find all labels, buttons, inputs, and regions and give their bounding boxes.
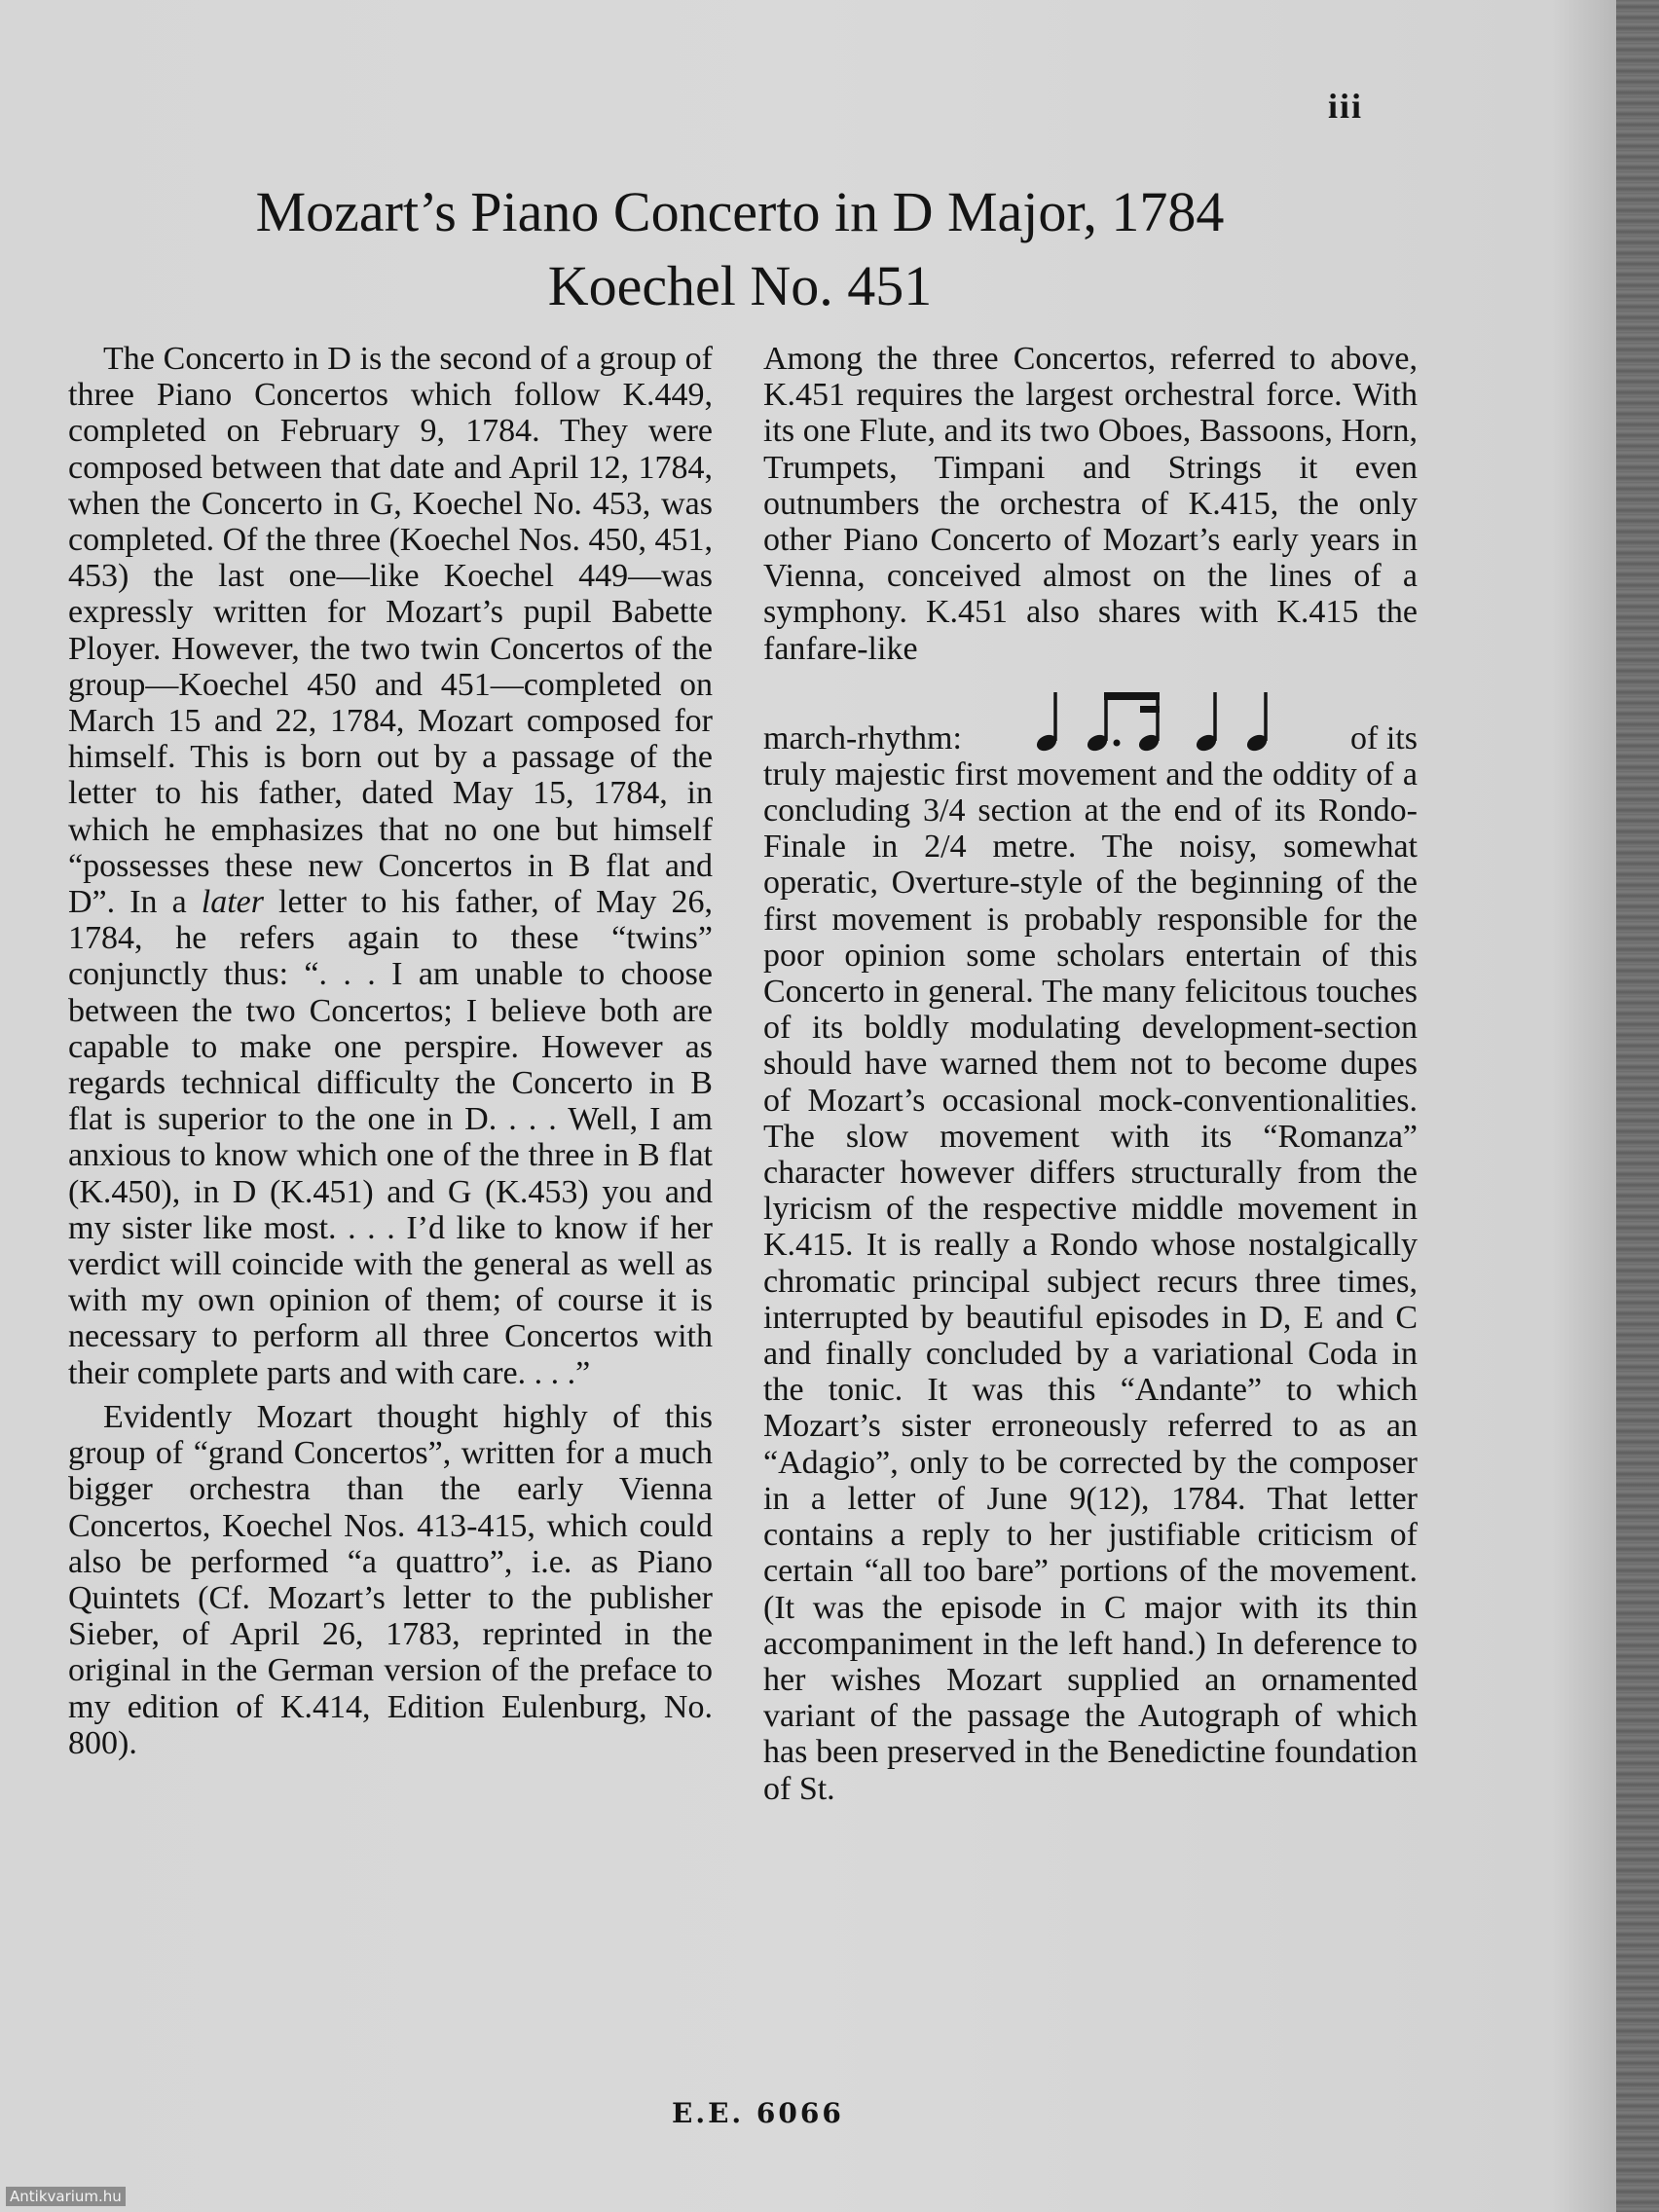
left-column (68, 341, 713, 1769)
catalog-number: E.E. 6066 (672, 2097, 844, 2129)
page-number: iii (1328, 87, 1364, 126)
title-line-1: Mozart’s Piano Concerto in D Major, 1784 (255, 180, 1225, 243)
left-paragraph-1-italic: later (201, 884, 264, 921)
page-edge (1616, 0, 1659, 2212)
rhythm-line (763, 675, 1418, 756)
page-title (107, 175, 1373, 323)
title-line-2: Koechel No. 451 (547, 254, 933, 317)
right-column (763, 341, 1418, 1815)
right-paragraph-2: truly majestic first movement and the oddity of a concluding 3/4 section at the end of its Rondo-Finale in 2/4 metre. The noisy, somewhat operatic, Overture-style of the beginning of the first movement is probably responsible for the poor opinion some scholars entertain of this Concerto in general. The many felicitous touches of its boldly modulating development-section should have warned them not to become dupes of Mozart’s occasional mock-conventionalities. The slow movement with its “Romanza” character however differs structurally from the lyricism of the respective middle movement in K.415. It is really a Rondo whose nostalgically chromatic principal subject recurs three times, interrupted by beautiful episodes in D, E and C and finally concluded by a variational Coda in the tonic. It was this “Andante” to which Mozart’s sister erroneously referred to as an “Adagio”, only to be corrected by the composer in a letter of June 9(12), 1784. That letter contains a reply to her justifiable criticism of certain “all too bare” portions of the movement. (It was the episode in C major with its thin accompaniment in the left hand.) In deference to her wishes Mozart supplied an ornamented variant of the passage the Autograph of which has been preserved in the Benedictine foundation of St. (763, 756, 1418, 1807)
left-paragraph-1-part-b: letter to his father, of May 26, 1784, he refers again to these “twins” conjunctly thus: “. . . I am unable to choose between the two Concertos; I believe both are capable to make one perspire. However as regards technical difficulty the Concerto in B flat is superior to the one in D. . . . Well, I am anxious to know which one of the three in B flat (K.450), in D (K.451) and G (K.453) you and my sister like most. . . . I’d like to know if her verdict will coincide with the general as well as with my own opinion of them; of course it is necessary to perform all three Concertos with their complete parts and with care. . . .” (68, 884, 713, 1391)
quarter-note-icon (1245, 688, 1271, 753)
left-paragraph-1-part-a: The Concerto in D is the second of a group of three Piano Concertos which follow K.449, completed on February 9, 1784. They were composed between that date and April 12, 1784, when the Concerto in G, Koechel No. 453, was completed. Of the three (Koechel Nos. 450, 451, 453) the last one—like Koechel 449—was expressly written for Mozart’s pupil Babette Ployer. However, the two twin Concertos of the group—Koechel 450 and 451—completed on March 15 and 22, 1784, Mozart composed for himself. This is born out by a passage of the letter to his father, dated May 15, 1784, in which he emphasizes that no one but himself “possesses these new Concertos in B flat and D”. In a (68, 341, 713, 921)
rhythm-notation (1035, 688, 1271, 753)
watermark: Antikvarium.hu (6, 2187, 126, 2206)
quarter-note-icon (1195, 688, 1220, 753)
right-paragraph-1: Among the three Concertos, referred to above, K.451 requires the largest orchestral force. With its one Flute, and its two Oboes, Bassoons, Horn, Trumpets, Timpani and Strings it even outnumbers the orchestra of K.415, the only other Piano Concerto of Mozart’s early years in Vienna, conceived almost on the lines of a symphony. K.451 also shares with K.415 the fanfare-like (763, 341, 1418, 667)
rhythm-label: march-rhythm: (763, 719, 962, 756)
left-paragraph-1 (68, 341, 713, 1391)
rhythm-after-text: of its (1350, 719, 1418, 756)
dotted-eighth-sixteenth-icon (1086, 688, 1169, 753)
quarter-note-icon (1035, 688, 1060, 753)
left-paragraph-2: Evidently Mozart thought highly of this group of “grand Concertos”, written for a much bigger orchestra than the early Vienna Concertos, Koechel Nos. 413-415, which could also be performed “a quattro”, i.e. as Piano Quintets (Cf. Mozart’s letter to the publisher Sieber, of April 26, 1783, reprinted in the original in the German version of the preface to my edition of K.414, Edition Eulenburg, No. 800). (68, 1398, 713, 1761)
